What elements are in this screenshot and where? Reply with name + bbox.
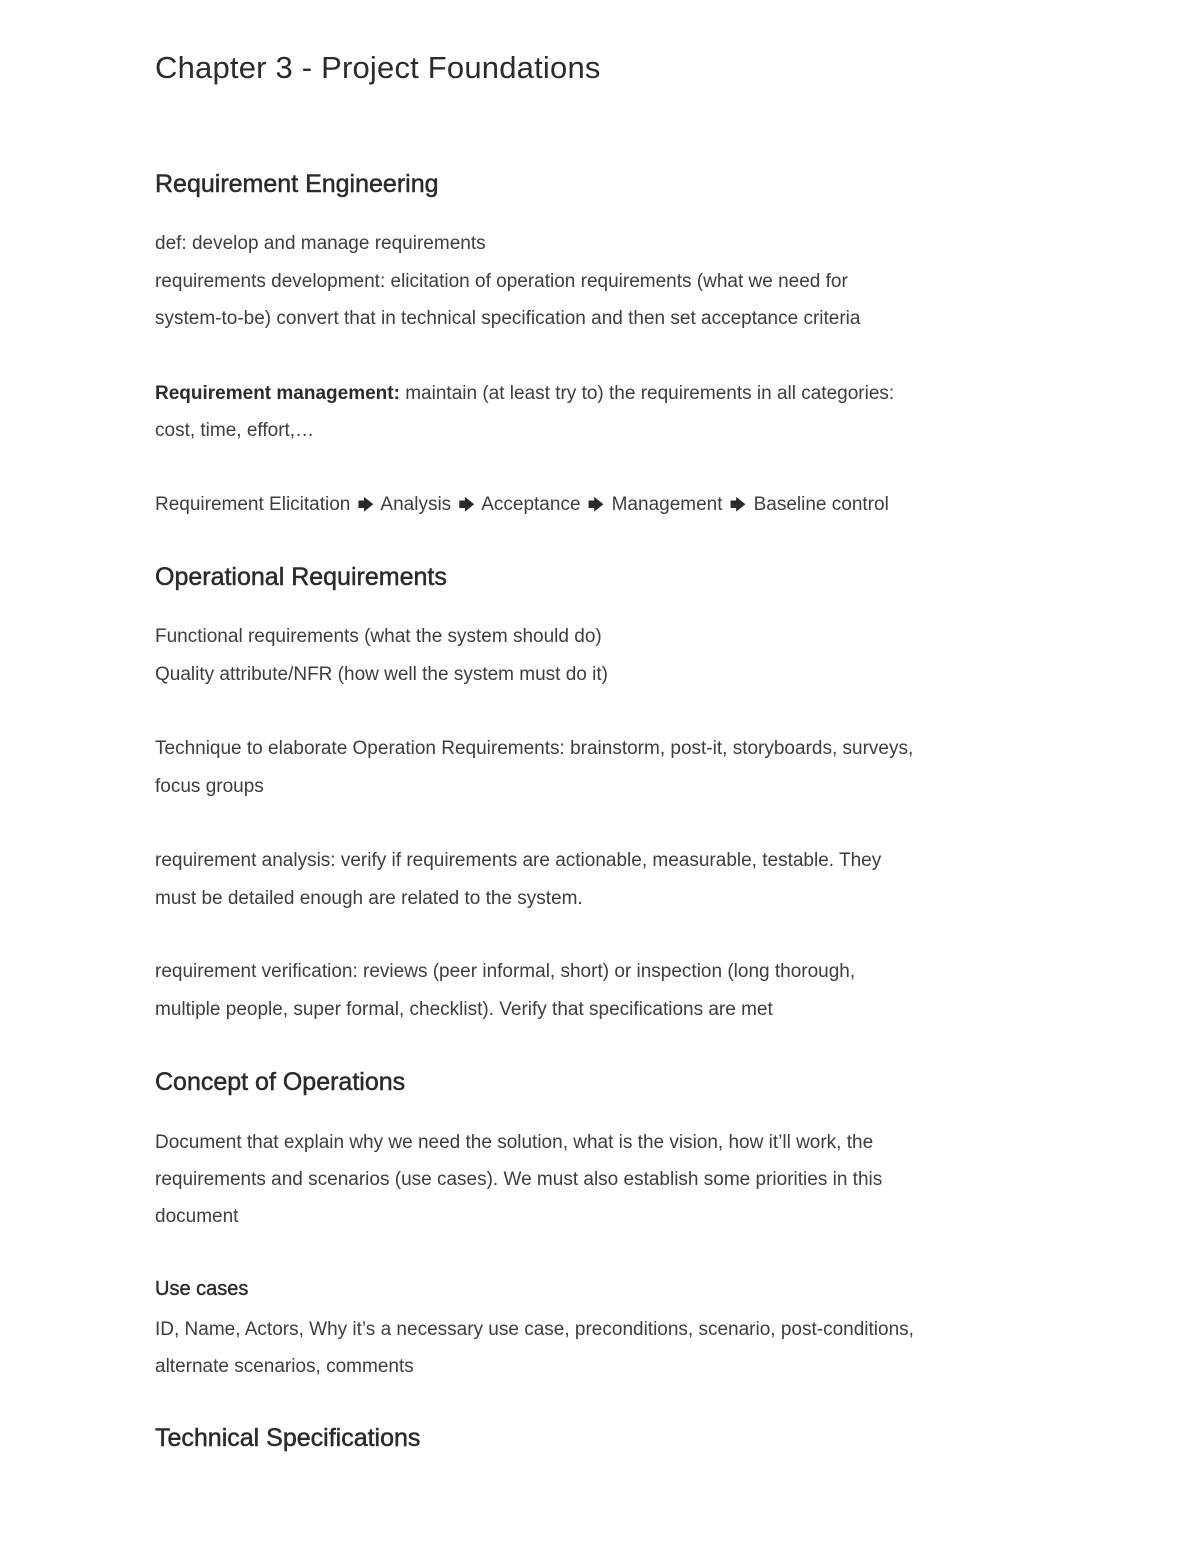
paragraph-use-cases-line-2: alternate scenarios, comments: [155, 1356, 414, 1377]
paragraph-conops-line-3: document: [155, 1206, 239, 1227]
arrow-right-icon: 🡆: [729, 497, 747, 514]
process-flow: [155, 486, 1055, 525]
paragraph-verification-line-2: multiple people, super formal, checklist). Verify that specifications are met: [155, 999, 773, 1020]
flow-step-baseline-control: Baseline control: [753, 494, 889, 515]
paragraph-technique-line-2: focus groups: [155, 776, 264, 797]
paragraph-definition: def: develop and manage requirements: [155, 233, 486, 254]
paragraph-management-line-2: cost, time, effort,…: [155, 420, 315, 441]
flow-step-management: Management: [611, 494, 723, 515]
flow-step-acceptance: Acceptance: [481, 494, 581, 515]
paragraph-analysis-line-1: requirement analysis: verify if requirements are actionable, measurable, testable. They: [155, 850, 882, 871]
paragraph-analysis-line-2: must be detailed enough are related to the system.: [155, 888, 583, 909]
chapter-title: Chapter 3 - Project Foundations: [155, 50, 601, 85]
subheading-use-cases: Use cases: [155, 1278, 249, 1300]
paragraph-verification-line-1: requirement verification: reviews (peer informal, short) or inspection (long thorough,: [155, 961, 856, 982]
paragraph-management-line-1: [155, 375, 1055, 413]
arrow-right-icon: 🡆: [357, 497, 375, 514]
section-heading-concept-of-operations: Concept of Operations: [155, 1068, 406, 1096]
management-label: Requirement management:: [155, 383, 400, 404]
paragraph-use-cases-line-1: ID, Name, Actors, Why it’s a necessary use case, preconditions, scenario, post-conditions,: [155, 1319, 914, 1340]
flow-step-elicitation: Requirement Elicitation: [155, 494, 351, 515]
section-heading-technical-specifications: Technical Specifications: [155, 1424, 421, 1452]
paragraph-functional: Functional requirements (what the system should do): [155, 626, 602, 647]
arrow-right-icon: 🡆: [587, 497, 605, 514]
paragraph-development-line-2: system-to-be) convert that in technical specification and then set acceptance criteria: [155, 308, 861, 329]
section-heading-operational-requirements: Operational Requirements: [155, 563, 447, 591]
flow-step-analysis: Analysis: [380, 494, 452, 515]
arrow-right-icon: 🡆: [458, 497, 475, 514]
section-heading-requirement-engineering: Requirement Engineering: [155, 170, 439, 198]
paragraph-conops-line-1: Document that explain why we need the solution, what is the vision, how it’ll work, the: [155, 1132, 874, 1153]
paragraph-development-line-1: requirements development: elicitation of operation requirements (what we need for: [155, 271, 848, 292]
paragraph-conops-line-2: requirements and scenarios (use cases). We must also establish some priorities in this: [155, 1169, 883, 1190]
management-text: maintain (at least try to) the requirements in all categories:: [399, 383, 895, 404]
paragraph-technique-line-1: Technique to elaborate Operation Requirements: brainstorm, post-it, storyboards, surveys,: [155, 738, 914, 759]
paragraph-quality: Quality attribute/NFR (how well the system must do it): [155, 664, 608, 685]
